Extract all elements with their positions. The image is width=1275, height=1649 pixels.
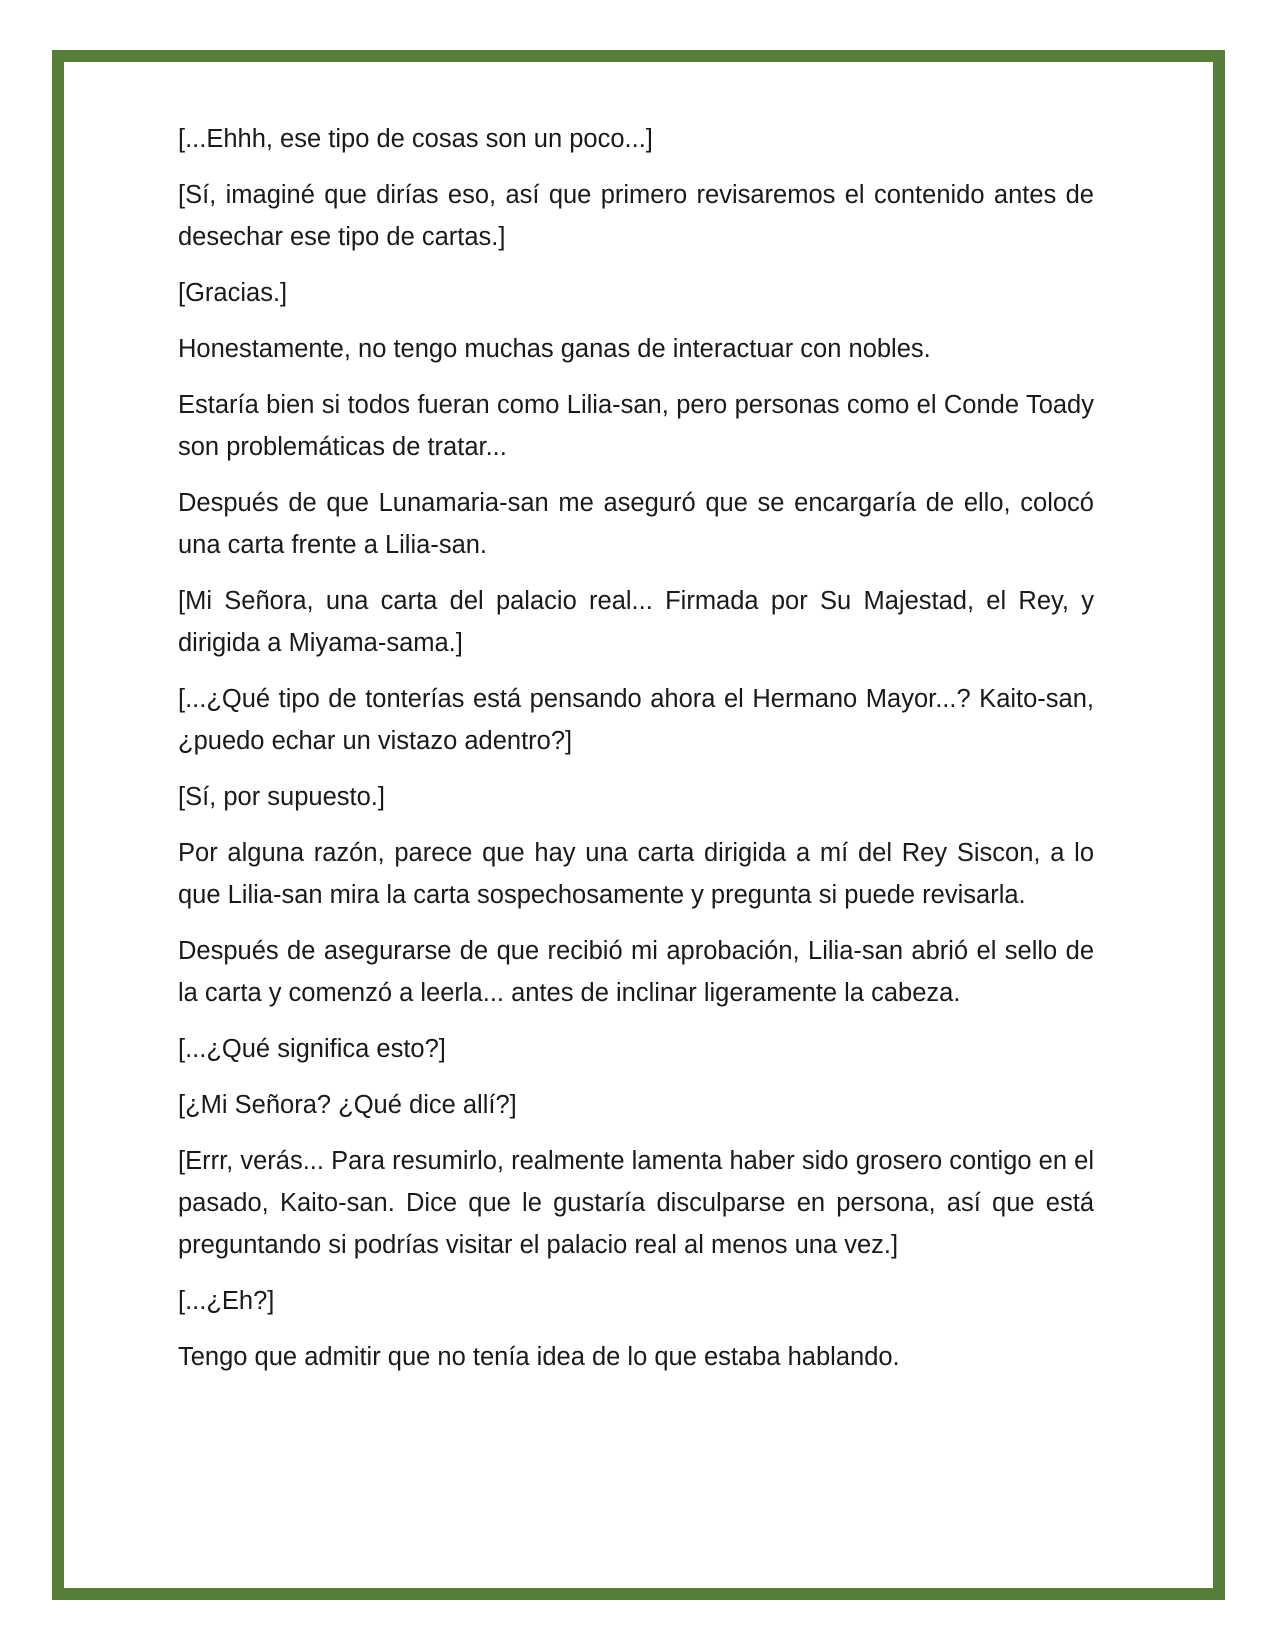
paragraph: Después de que Lunamaria-san me aseguró que se encargaría de ello, colocó una carta frente a Lilia-san. bbox=[178, 489, 1094, 559]
page-border-frame bbox=[52, 50, 1225, 1600]
paragraph: [Sí, imaginé que dirías eso, así que primero revisaremos el contenido antes de desechar ese tipo de cartas.] bbox=[178, 181, 1094, 251]
paragraph: Honestamente, no tengo muchas ganas de interactuar con nobles. bbox=[178, 335, 931, 363]
paragraph: Tengo que admitir que no tenía idea de lo que estaba hablando. bbox=[178, 1343, 900, 1371]
paragraph: [Gracias.] bbox=[178, 279, 288, 307]
paragraph: [...¿Eh?] bbox=[178, 1287, 275, 1315]
paragraph: [...Ehhh, ese tipo de cosas son un poco...] bbox=[178, 125, 653, 153]
paragraph: [...¿Qué tipo de tonterías está pensando ahora el Hermano Mayor...? Kaito-san, ¿puedo echar un vistazo adentro?] bbox=[178, 685, 1094, 755]
paragraph: [Errr, verás... Para resumirlo, realmente lamenta haber sido grosero contigo en el pasado, Kaito-san. Dice que le gustaría disculparse en persona, así que está preguntando si podrías visitar el palacio real al menos una vez.] bbox=[178, 1147, 1094, 1259]
text-block bbox=[178, 118, 1094, 1378]
paragraph: [¿Mi Señora? ¿Qué dice allí?] bbox=[178, 1091, 517, 1119]
paragraph: [Mi Señora, una carta del palacio real... Firmada por Su Majestad, el Rey, y dirigida a Miyama-sama.] bbox=[178, 587, 1094, 657]
paragraph: Estaría bien si todos fueran como Lilia-san, pero personas como el Conde Toady son problemáticas de tratar... bbox=[178, 391, 1094, 461]
paragraph: Después de asegurarse de que recibió mi aprobación, Lilia-san abrió el sello de la carta y comenzó a leerla... antes de inclinar ligeramente la cabeza. bbox=[178, 937, 1094, 1007]
paragraph: [...¿Qué significa esto?] bbox=[178, 1035, 446, 1063]
paragraph: Por alguna razón, parece que hay una carta dirigida a mí del Rey Siscon, a lo que Lilia-san mira la carta sospechosamente y pregunta si puede revisarla. bbox=[178, 839, 1094, 909]
paragraph: [Sí, por supuesto.] bbox=[178, 783, 385, 811]
